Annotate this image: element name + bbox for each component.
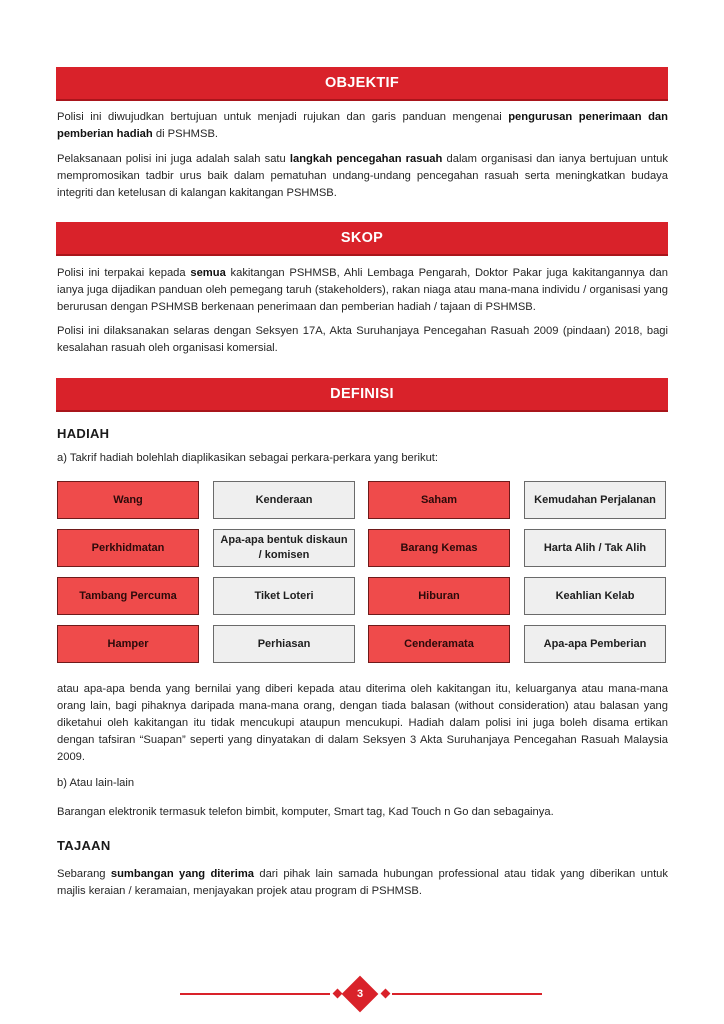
gift-category-box: Apa-apa bentuk diskaun / komisen — [213, 529, 355, 567]
gift-category-box: Cenderamata — [368, 625, 510, 663]
gift-category-box: Kemudahan Perjalanan — [524, 481, 666, 519]
gift-category-box: Keahlian Kelab — [524, 577, 666, 615]
gift-category-box: Barang Kemas — [368, 529, 510, 567]
tajaan-paragraph: Sebarang sumbangan yang diterima dari pihak lain samada hubungan professional atau tidak yang diberikan untuk majlis keraian / keramaian, menjayakan projek atau program di PSHMSB. — [57, 868, 668, 897]
gift-category-box: Tiket Loteri — [213, 577, 355, 615]
gift-category-box: Kenderaan — [213, 481, 355, 519]
section-header-skop: SKOP — [56, 222, 668, 256]
objektif-paragraph-1: Polisi ini diwujudkan bertujuan untuk menjadi rujukan dan garis panduan mengenai pengurusan penerimaan dan pemberian hadiah di PSHMSB. — [57, 111, 668, 140]
gift-category-box: Harta Alih / Tak Alih — [524, 529, 666, 567]
hadiah-item-b-text: Barangan elektronik termasuk telefon bimbit, komputer, Smart tag, Kad Touch n Go dan sebagainya. — [57, 806, 554, 818]
gift-category-box: Apa-apa Pemberian — [524, 625, 666, 663]
gift-category-box: Hiburan — [368, 577, 510, 615]
skop-paragraph-2: Polisi ini dilaksanakan selaras dengan Seksyen 17A, Akta Suruhanjaya Pencegahan Rasuah 2009 (pindaan) 2018, bagi kesalahan rasuah oleh organisasi komersial. — [57, 325, 668, 354]
section-header-objektif: OBJEKTIF — [56, 67, 668, 101]
section-header-definisi: DEFINISI — [56, 378, 668, 412]
hadiah-definition-text: atau apa-apa benda yang bernilai yang diberi kepada atau diterima oleh kakitangan itu, keluarganya atau mana-mana orang lain, bagi pihaknya daripada mana-mana orang, dengan tiada balasan (without consideration) atau balasan yang diketahui oleh kakitangan itu tidak mencukupi ataupun mencukupi. Hadiah dalam polisi ini juga boleh disama ertikan dengan tafsiran “Suapan” seperti yang dinyatakan di dalam Seksyen 3 Akta Suruhanjaya Pencegahan Rasuah Malaysia 2009. — [57, 683, 668, 763]
hadiah-item-a: a) Takrif hadiah bolehlah diaplikasikan sebagai perkara-perkara yang berikut: — [57, 452, 439, 464]
gift-category-box: Hamper — [57, 625, 199, 663]
gift-category-box: Saham — [368, 481, 510, 519]
footer-ornament-icon — [381, 989, 391, 999]
hadiah-item-b: b) Atau lain-lain — [57, 777, 135, 789]
gift-category-box: Perhiasan — [213, 625, 355, 663]
page-number: 3 — [356, 988, 364, 1000]
gift-category-box: Perkhidmatan — [57, 529, 199, 567]
gift-category-box: Wang — [57, 481, 199, 519]
hadiah-heading: HADIAH — [57, 426, 110, 441]
skop-paragraph-1: Polisi ini terpakai kepada semua kakitangan PSHMSB, Ahli Lembaga Pengarah, Doktor Pakar juga kakitangannya dan ianya juga dijadikan panduan oleh pemegang taruh (stakeholders), rakan niaga atau mana-mana individu / organisasi yang berurusan dengan PSHMSB berkenaan penerimaan dan pemberian hadiah / tajaan di PSHMSB. — [57, 267, 668, 313]
objektif-paragraph-2: Pelaksanaan polisi ini juga adalah salah satu langkah pencegahan rasuah dalam organisasi dan ianya bertujuan untuk mempromosikan tadbir urus baik dalam pematuhan undang-undang pencegahan rasuah serta meningkatkan budaya integriti dan ketelusan di kalangan kakitangan PSHMSB. — [57, 153, 669, 199]
footer-line-right — [392, 993, 542, 995]
gift-category-box: Tambang Percuma — [57, 577, 199, 615]
tajaan-heading: TAJAAN — [57, 838, 111, 853]
footer-line-left — [180, 993, 330, 995]
